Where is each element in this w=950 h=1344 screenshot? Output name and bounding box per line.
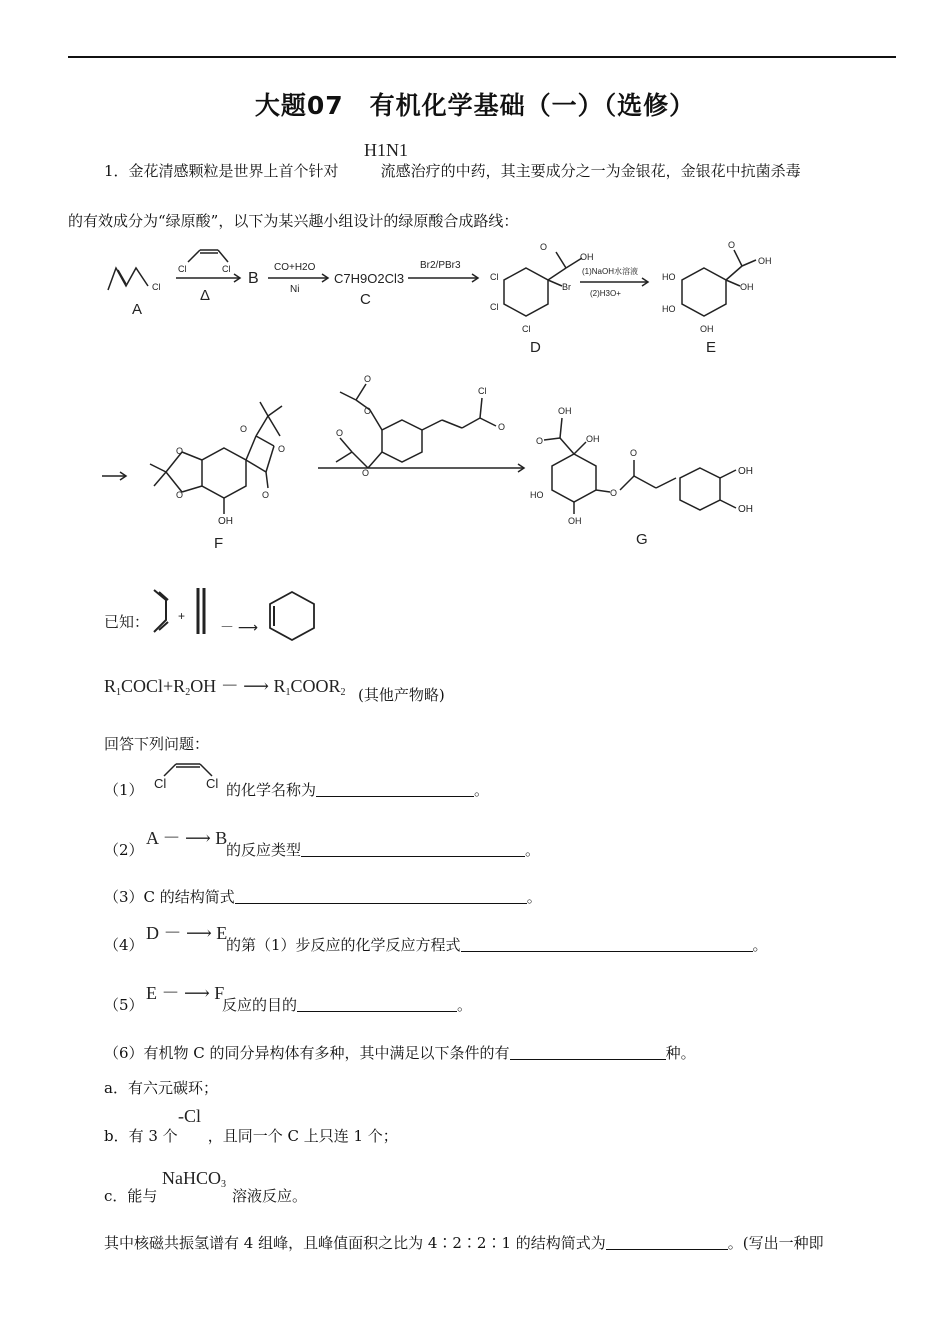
oh-label-e2: OH bbox=[740, 282, 754, 292]
label-e: E bbox=[706, 339, 717, 356]
q1-answer-blank[interactable] bbox=[316, 782, 474, 797]
ho-label-e1: HO bbox=[662, 272, 676, 282]
q5-period: 。 bbox=[457, 996, 473, 1014]
q6-unit: 种。 bbox=[665, 1044, 696, 1062]
q2-formula: A － ⟶ B bbox=[146, 828, 228, 848]
intro-line-1 bbox=[104, 160, 801, 181]
q2-answer-blank[interactable] bbox=[301, 842, 525, 857]
cl-label-d3: Cl bbox=[522, 324, 531, 334]
o-label-g2: O bbox=[610, 488, 618, 498]
o-label-r3: O bbox=[336, 428, 344, 438]
oh-label-g4: OH bbox=[738, 466, 753, 477]
label-b: B bbox=[248, 270, 259, 287]
q1-cl-right: Cl bbox=[206, 776, 219, 791]
o-label-g1: O bbox=[536, 436, 544, 446]
ester-equation bbox=[104, 672, 346, 698]
q3-line bbox=[104, 886, 542, 907]
reagent-naoh: (1)NaOH水溶液 bbox=[582, 267, 639, 276]
cl-label-d1: Cl bbox=[490, 272, 499, 282]
o-label-e: O bbox=[728, 240, 736, 250]
last-answer-blank[interactable] bbox=[606, 1235, 728, 1250]
q1-number: （1） bbox=[104, 781, 144, 799]
label-a: A bbox=[132, 301, 143, 318]
o-label-f1: O bbox=[176, 446, 184, 456]
q2-line bbox=[226, 839, 540, 860]
cl-label-r: Cl bbox=[478, 386, 487, 396]
q4-formula: D － ⟶ E bbox=[146, 923, 228, 943]
label-g: G bbox=[636, 531, 648, 548]
oh-label-g1: OH bbox=[558, 406, 572, 416]
ho-label-g: HO bbox=[530, 490, 544, 500]
o-label-r4: O bbox=[362, 468, 370, 478]
q4-number: （4） bbox=[104, 936, 144, 954]
scheme-row-1 bbox=[96, 238, 796, 358]
known-label: 已知： bbox=[104, 613, 150, 631]
eq-note: (其他产物略) bbox=[358, 686, 445, 704]
eq-sub-3: 1 bbox=[285, 687, 291, 698]
reagent-co-h2o: CO+H2O bbox=[274, 262, 316, 273]
q1-cis-dichloroethene bbox=[150, 760, 226, 794]
q5-line bbox=[222, 994, 472, 1015]
label-c: C bbox=[360, 291, 371, 308]
compound-g-structure bbox=[530, 406, 753, 548]
q6-text: （6）有机物 C 的同分异构体有多种，其中满足以下条件的有 bbox=[104, 1044, 510, 1062]
oh-label-g2: OH bbox=[586, 434, 600, 444]
condition-c-2: 溶液反应。 bbox=[232, 1187, 308, 1205]
known-arrow: － ⟶ bbox=[220, 619, 258, 635]
nahco3-main: NaHCO bbox=[162, 1168, 221, 1188]
heat-symbol: Δ bbox=[200, 287, 211, 304]
q6-line bbox=[104, 1042, 696, 1063]
q3-answer-blank[interactable] bbox=[235, 889, 527, 904]
o-label-f4: O bbox=[278, 444, 286, 454]
last-text: 其中核磁共振氢谱有 4 组峰，且峰值面积之比为 4∶2∶2∶1 的结构简式为 bbox=[104, 1234, 606, 1252]
nahco3-sub: 3 bbox=[221, 1179, 226, 1190]
q4-answer-blank[interactable] bbox=[461, 937, 753, 952]
q1-text: 的化学名称为 bbox=[226, 781, 317, 799]
cl-label-2: Cl bbox=[222, 264, 231, 274]
last-tail: 。(写出一种即 bbox=[727, 1234, 824, 1252]
eq-coor: COOR bbox=[290, 676, 341, 696]
o-label-f3: O bbox=[240, 424, 248, 434]
q4-line bbox=[226, 934, 768, 955]
top-rule bbox=[68, 56, 896, 58]
compound-a-structure bbox=[108, 268, 161, 318]
eq-sub-4: 2 bbox=[340, 687, 346, 698]
q2-text: 的反应类型 bbox=[226, 841, 302, 859]
cl-label-1: Cl bbox=[178, 264, 187, 274]
cis-dichloroethene-reagent bbox=[176, 250, 240, 304]
last-line bbox=[104, 1232, 824, 1253]
eq-r3: R bbox=[273, 676, 286, 696]
o-label-g3: O bbox=[630, 448, 638, 458]
cl-label-d2: Cl bbox=[490, 302, 499, 312]
intro-text: 金花清感颗粒是世界上首个针对 bbox=[128, 162, 339, 180]
q5-number: （5） bbox=[104, 996, 144, 1014]
reagent-h3o: (2)H3O+ bbox=[590, 289, 621, 298]
cond-b-cl: -Cl bbox=[178, 1106, 202, 1126]
compound-e-structure bbox=[662, 240, 772, 356]
compound-d-structure bbox=[490, 242, 594, 356]
acyl-chloride-reagent bbox=[336, 374, 505, 478]
o-label-r1: O bbox=[364, 374, 372, 384]
oh-label-g3: OH bbox=[568, 516, 582, 526]
formula-c: C7H9O2Cl3 bbox=[334, 271, 405, 286]
condition-a: a．有六元碳环； bbox=[104, 1079, 218, 1097]
o-label-r2: O bbox=[364, 406, 372, 416]
condition-b bbox=[104, 1125, 398, 1146]
page-title: 大题07 有机化学基础（一）（选修） bbox=[254, 91, 696, 120]
reagent-ni: Ni bbox=[290, 284, 300, 295]
o-label-d: O bbox=[540, 242, 548, 252]
eq-oh: OH bbox=[190, 676, 217, 696]
cond-b-text-1: b．有 3 个 bbox=[104, 1127, 178, 1145]
intro-text-2: 流感治疗的中药，其主要成分之一为金银花，金银花中抗菌杀毒 bbox=[380, 162, 801, 180]
ho-label-e2: HO bbox=[662, 304, 676, 314]
question-number: 1． bbox=[104, 162, 129, 180]
plus-sign: + bbox=[178, 609, 186, 623]
q1-line bbox=[226, 779, 489, 800]
q1-cl-left: Cl bbox=[154, 776, 167, 791]
q5-answer-blank[interactable] bbox=[297, 997, 457, 1012]
cond-b-text-2: ，且同一个 C 上只连 1 个； bbox=[207, 1127, 398, 1145]
intro-line-2: 的有效成分为“绿原酸”，以下为某兴趣小组设计的绿原酸合成路线： bbox=[68, 212, 519, 230]
br-label: Br bbox=[562, 282, 571, 292]
condition-c-1: c．能与 bbox=[104, 1187, 158, 1205]
q3-period: 。 bbox=[526, 888, 542, 906]
q5-text: 反应的目的 bbox=[222, 996, 298, 1014]
cl-label-a: Cl bbox=[152, 282, 161, 292]
q4-period: 。 bbox=[752, 936, 768, 954]
oh-label-f: OH bbox=[218, 516, 233, 527]
compound-f-structure bbox=[150, 402, 285, 552]
oh-label-g5: OH bbox=[738, 504, 753, 515]
virus-formula: H1N1 bbox=[364, 140, 408, 160]
reagent-br2: Br2/PBr3 bbox=[420, 260, 461, 271]
label-d: D bbox=[530, 339, 541, 356]
q2-number: （2） bbox=[104, 841, 144, 859]
eq-arrow: － ⟶ bbox=[216, 676, 274, 696]
answer-intro: 回答下列问题： bbox=[104, 735, 210, 753]
eq-sub-2: 2 bbox=[185, 687, 191, 698]
o-label-r5: O bbox=[498, 422, 506, 432]
o-label-f2: O bbox=[176, 490, 184, 500]
q5-formula: E － ⟶ F bbox=[146, 983, 225, 1003]
label-f: F bbox=[214, 535, 224, 552]
oh-label-d: OH bbox=[580, 252, 594, 262]
oh-label-e1: OH bbox=[758, 256, 772, 266]
q1-period: 。 bbox=[474, 781, 490, 799]
q2-period: 。 bbox=[525, 841, 541, 859]
eq-sub-1: 1 bbox=[116, 687, 122, 698]
diels-alder-scheme bbox=[146, 584, 336, 644]
o-label-f5: O bbox=[262, 490, 270, 500]
nahco3-formula bbox=[162, 1168, 226, 1190]
q6-answer-blank[interactable] bbox=[510, 1045, 666, 1060]
q4-text: 的第（1）步反应的化学反应方程式 bbox=[226, 936, 461, 954]
q3-text: （3）C 的结构简式 bbox=[104, 888, 235, 906]
oh-label-e3: OH bbox=[700, 324, 714, 334]
scheme-row-2 bbox=[96, 372, 776, 552]
eq-cocl: COCl+R bbox=[121, 676, 186, 696]
eq-r1: R bbox=[104, 676, 117, 696]
